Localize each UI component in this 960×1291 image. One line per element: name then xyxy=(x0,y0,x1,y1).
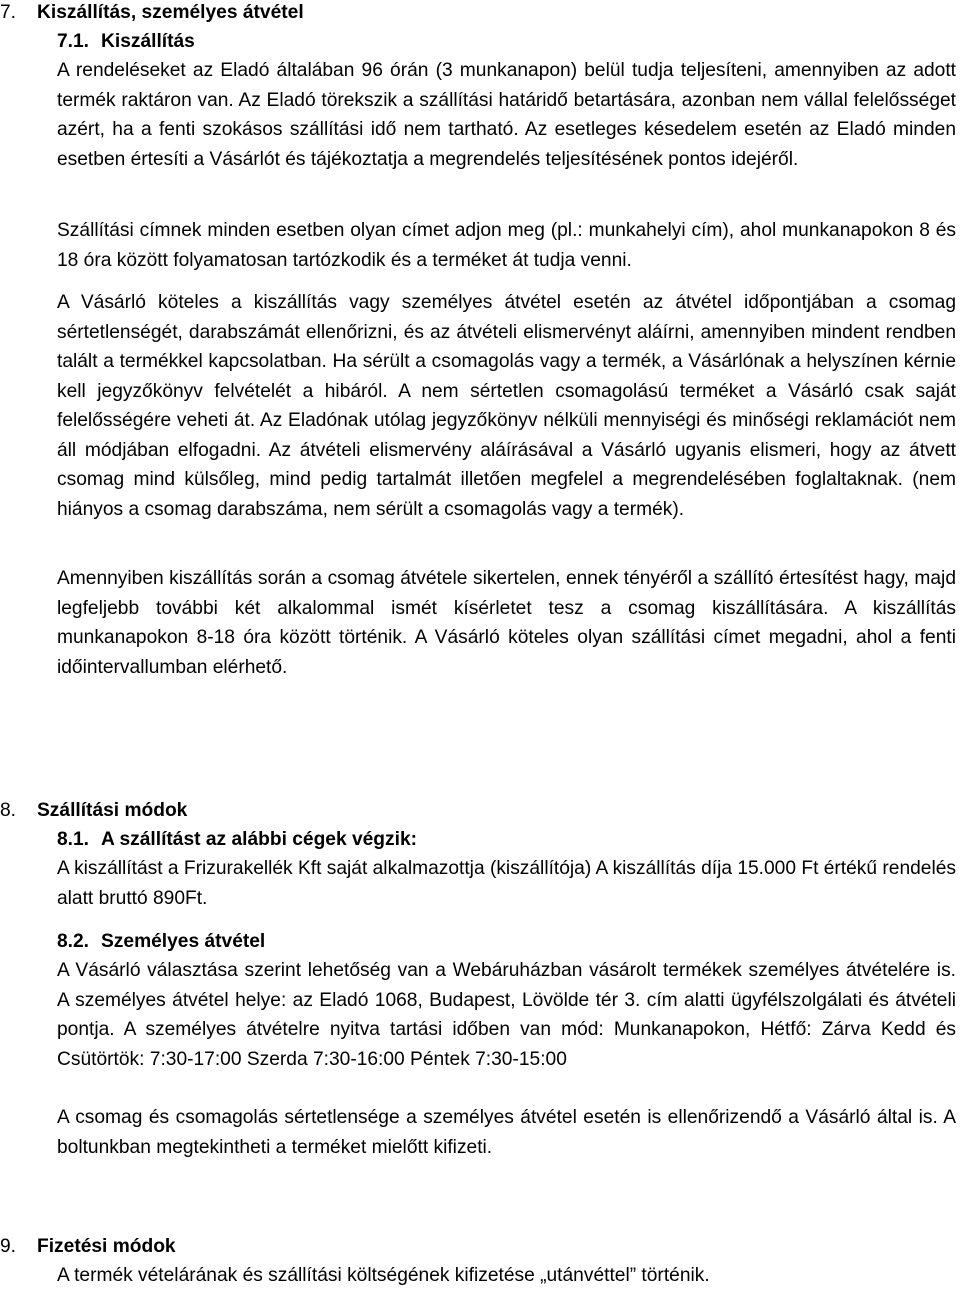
section-7-1-paragraph-3: A Vásárló köteles a kiszállítás vagy személyes átvétel esetén az átvétel időpontjában a csomag sértetlenségét, darabszámát ellenőrizni, és az átvételi elismervényt aláírni, amennyiben mindent rendben talált a termékkel kapcsolatban. Ha sérült a csomagolás vagy a termék, a Vásárlónak a helyszínen kérnie kell jegyzőkönyv felvételét a hibáról. A nem sértetlen csomagolású terméket a Vásárló csak saját felelősségére veheti át. Az Eladónak utólag jegyzőkönyv nélküli mennyiségi és minőségi reklamációt nem áll módjában elfogadni. Az átvételi elismervény aláírásával a Vásárló ugyanis elismeri, hogy az átvett csomag mind külsőleg, mind pedig tartalmát illetően megfelel a megrendelésében foglaltaknak. (nem hiányos a csomag darabszáma, nem sérült a csomagolás vagy a termék). xyxy=(57,292,956,520)
section-9-heading xyxy=(0,1232,176,1262)
section-8-number: 8. xyxy=(0,800,17,821)
section-7-1-paragraph-1: A rendeléseket az Eladó általában 96 órán (3 munkanapon) belül tudja teljesíteni, amennyiben az adott termék raktáron van. Az Eladó törekszik a szállítási határidő betartására, azonban nem vállal felelősséget azért, ha a fenti szokásos szállítási idő nem tartható. Az esetleges késedelem esetén az Eladó minden esetben értesíti a Vásárlót és tájékoztatja a megrendelés teljesítésének pontos idejéről. xyxy=(57,60,956,170)
section-7-number: 7. xyxy=(0,2,17,23)
section-8-2-heading xyxy=(57,927,265,957)
section-8-1-heading xyxy=(57,825,417,855)
section-9-paragraph-1: A termék vételárának és szállítási költségének kifizetése „utánvéttel” történik. xyxy=(57,1265,710,1286)
section-7-1-title: Kiszállítás xyxy=(101,31,195,52)
section-8-2-paragraph-2: A csomag és csomagolás sértetlensége a személyes átvétel esetén is ellenőrizendő a Vásárló által is. A boltunkban megtekintheti a terméket mielőtt kifizeti. xyxy=(57,1107,956,1158)
section-8-heading xyxy=(0,796,187,826)
section-8-title: Szállítási módok xyxy=(37,800,188,821)
section-8-2-paragraph-1: A Vásárló választása szerint lehetőség van a Webáruházban vásárolt termékek személyes átvételére is. A személyes átvétel helye: az Eladó 1068, Budapest, Lövölde tér 3. cím alatti ügyfélszolgálati és átvételi pontja. A személyes átvételre nyitva tartási időben van mód: Munkanapokon, Hétfő: Zárva Kedd és Csütörtök: 7:30-17:00 Szerda 7:30-16:00 Péntek 7:30-15:00 xyxy=(57,960,956,1070)
section-7-1-paragraph-2: Szállítási címnek minden esetben olyan címet adjon meg (pl.: munkahelyi cím), ahol munkanapokon 8 és 18 óra között folyamatosan tartózkodik és a terméket át tudja venni. xyxy=(57,220,956,271)
section-7-1-heading xyxy=(57,27,195,57)
section-7-heading xyxy=(0,0,304,28)
section-8-1-title: A szállítást az alábbi cégek végzik: xyxy=(101,829,418,850)
section-8-2-title: Személyes átvétel xyxy=(101,931,266,952)
section-8-1-number: 8.1. xyxy=(57,829,90,850)
section-7-1-number: 7.1. xyxy=(57,31,90,52)
section-9-number: 9. xyxy=(0,1236,17,1257)
section-8-2-number: 8.2. xyxy=(57,931,90,952)
section-9-title: Fizetési módok xyxy=(37,1236,176,1257)
section-7-1-paragraph-4: Amennyiben kiszállítás során a csomag átvétele sikertelen, ennek tényéről a szállító értesítést hagy, majd legfeljebb további két alkalommal ismét kísérletet tesz a csomag kiszállítására. A kiszállítás munkanapokon 8-18 óra között történik. A Vásárló köteles olyan szállítási címet megadni, ahol a fenti időintervallumban elérhető. xyxy=(57,568,956,678)
section-8-1-paragraph-1: A kiszállítást a Frizurakellék Kft saját alkalmazottja (kiszállítója) A kiszállítás díja 15.000 Ft értékű rendelés alatt bruttó 890Ft. xyxy=(57,858,956,909)
section-7-title: Kiszállítás, személyes átvétel xyxy=(37,2,304,23)
